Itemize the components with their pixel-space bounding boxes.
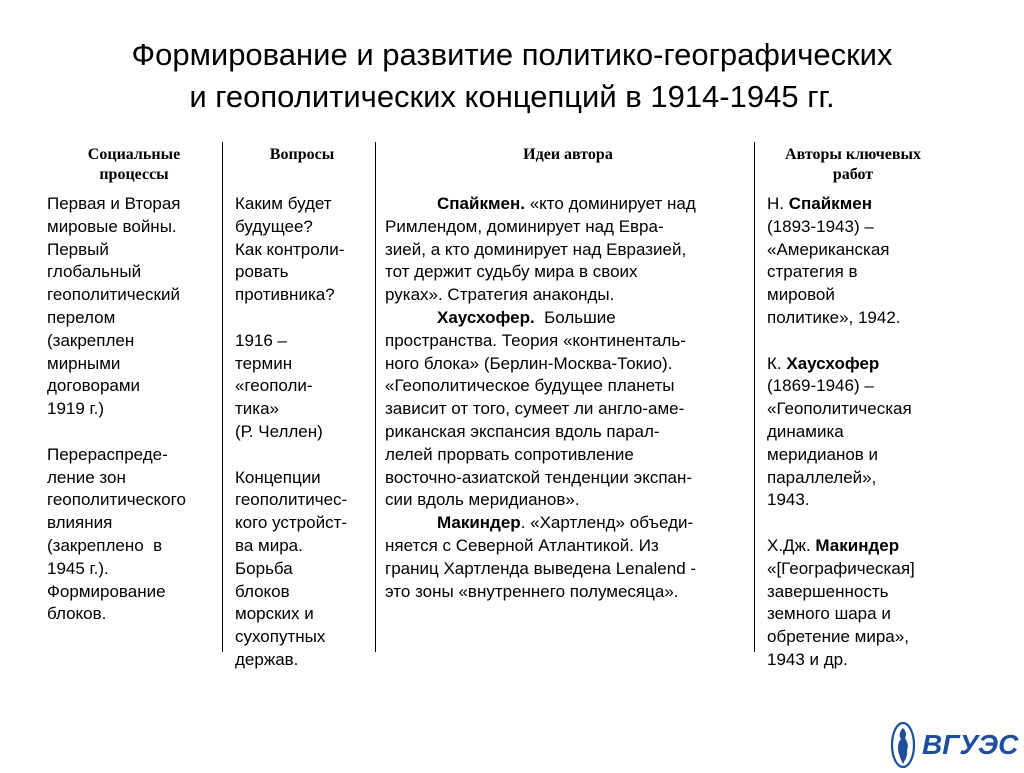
text-line: няется с Северной Атлантикой. Из [385,535,659,555]
text-line: (1869-1946) – [767,376,874,396]
text-line: кого устройст- [235,513,348,533]
text-line: геополитический [47,285,180,305]
text-line: влияния [47,513,113,533]
text-line: зией, а кто доминирует над Евразией, [385,239,687,259]
text-fragment: Большие [534,307,616,327]
author-name: Макиндер [815,535,900,555]
text-line [385,193,755,216]
text-line: 1943 и др. [767,649,848,669]
idea-spykman [385,193,755,307]
text-line: ва мира. [235,535,303,555]
text-line: мирными [47,353,121,373]
text-line [385,512,755,535]
text-line: будущее? [235,216,313,236]
column-questions [235,193,373,672]
column-key-works [767,193,997,672]
text-line: мировой [767,285,835,305]
author-name-mackinder: Макиндер [437,513,521,533]
initials: Н. [767,194,789,213]
text-line: это зоны «внутреннего полумесяца». [385,581,679,601]
text-line: «Геополитическое будущее планеты [385,376,675,396]
text-line: Концепции [235,467,321,487]
text-line: держав. [235,649,299,669]
text-line: (1893-1943) – [767,216,874,236]
initials: Х.Дж. [767,535,816,555]
text-line: геополитического [47,490,186,510]
work-spykman [767,193,997,330]
text-line: риканская экспансия вдоль парал- [385,421,660,441]
text-line: «геополи- [235,376,313,396]
text-line: глобальный [47,262,142,282]
text-line: «[Географическая] [767,558,915,578]
header-key-works-authors [758,145,948,185]
social-paragraph-1 [47,193,219,421]
text-line: Первый [47,239,109,259]
text-line: Первая и Вторая [47,194,181,213]
author-name-spykman: Спайкмен. [437,194,525,213]
work-haushofer [767,353,997,513]
text-line: динамика [767,421,844,441]
header-social-processes-line-1: Социальные [87,146,181,163]
text-line: завершенность [767,581,889,601]
idea-haushofer [385,307,755,512]
text-line: обретение мира», [767,627,909,647]
text-line: стратегия в [767,262,858,282]
text-line: мировые войны. [47,216,177,236]
text-line: 1916 – [235,330,287,350]
text-line: ного блока» (Берлин-Москва-Токио). [385,353,673,373]
text-line [385,307,755,330]
questions-paragraph-1 [235,193,373,307]
text-line: Перераспреде- [47,444,168,464]
text-line: термин [235,353,293,373]
text-line: 1919 г.) [47,399,105,419]
header-social-processes-line-2: процессы [99,166,169,183]
column-social-processes [47,193,219,626]
text-line: договорами [47,376,141,396]
header-key-works-line-1: Авторы ключевых [785,146,921,163]
text-line: Как контроли- [235,239,345,259]
text-line: морских и [235,604,314,624]
text-line: параллелей», [767,467,877,487]
header-author-ideas: Идеи автора [523,146,613,163]
text-line: 1945 г.). [47,558,109,578]
text-line: земного шара и [767,604,891,624]
text-line: сии вдоль меридианов». [385,490,580,510]
column-divider-1 [222,142,223,652]
university-logo [890,718,1020,768]
header-questions: Вопросы [269,146,335,163]
title-line-1: Формирование и развитие политико-географических [131,37,893,72]
header-social-processes [48,145,220,185]
text-line: (закреплен [47,330,135,350]
social-paragraph-2 [47,444,219,626]
author-name: Хаусхофер [786,353,880,373]
text-line: политике», 1942. [767,307,901,327]
text-line: (закреплено в [47,535,163,555]
column-divider-2 [375,142,376,652]
text-line: «Геополитическая [767,399,912,419]
logo-text: ВГУЭС [922,729,1019,760]
text-line: перелом [47,307,116,327]
text-line: Формирование [47,581,166,601]
text-line: ление зон [47,467,126,487]
text-line: тот держит судьбу мира в своих [385,262,638,282]
text-line: зависит от того, сумеет ли англо-аме- [385,399,685,419]
questions-paragraph-3 [235,467,373,672]
column-author-ideas [385,193,755,603]
text-line: лелей прорвать сопротивление [385,444,634,464]
text-line: (Р. Челлен) [235,421,323,441]
text-line: Римлендом, доминирует над Евра- [385,216,664,236]
text-line: блоков. [47,604,107,624]
header-key-works-line-2: работ [832,166,874,183]
questions-paragraph-2 [235,330,373,444]
text-line: Каким будет [235,194,332,213]
text-line: геополитичес- [235,490,348,510]
text-line: восточно-азиатской тенденции экспан- [385,467,693,487]
text-line: пространства. Теория «континенталь- [385,330,686,350]
author-name-haushofer: Хаусхофер. [437,307,535,327]
text-line: тика» [235,399,280,419]
text-line: «Американская [767,239,890,259]
text-line: 1943. [767,490,810,510]
work-mackinder [767,535,997,672]
text-line: противника? [235,285,335,305]
text-line: ровать [235,262,289,282]
text-line: меридианов и [767,444,879,464]
text-line [767,535,997,558]
author-name: Спайкмен [788,194,872,213]
idea-mackinder [385,512,755,603]
title-line-2: и геополитических концепций в 1914-1945 гг. [189,79,835,114]
text-fragment: «кто доминирует над [524,194,696,213]
text-fragment: . «Хартленд» объеди- [520,513,694,533]
text-line: блоков [235,581,290,601]
initials: К. [767,353,787,373]
text-line: границ Хартленда выведена Lenalend - [385,558,697,578]
slide-title [0,34,1024,118]
text-line: сухопутных [235,627,326,647]
text-line: руках». Стратегия анаконды. [385,285,615,305]
logo-emblem-icon [890,718,1020,768]
text-line [767,193,997,216]
text-line: Борьба [235,558,293,578]
text-line [767,353,997,376]
